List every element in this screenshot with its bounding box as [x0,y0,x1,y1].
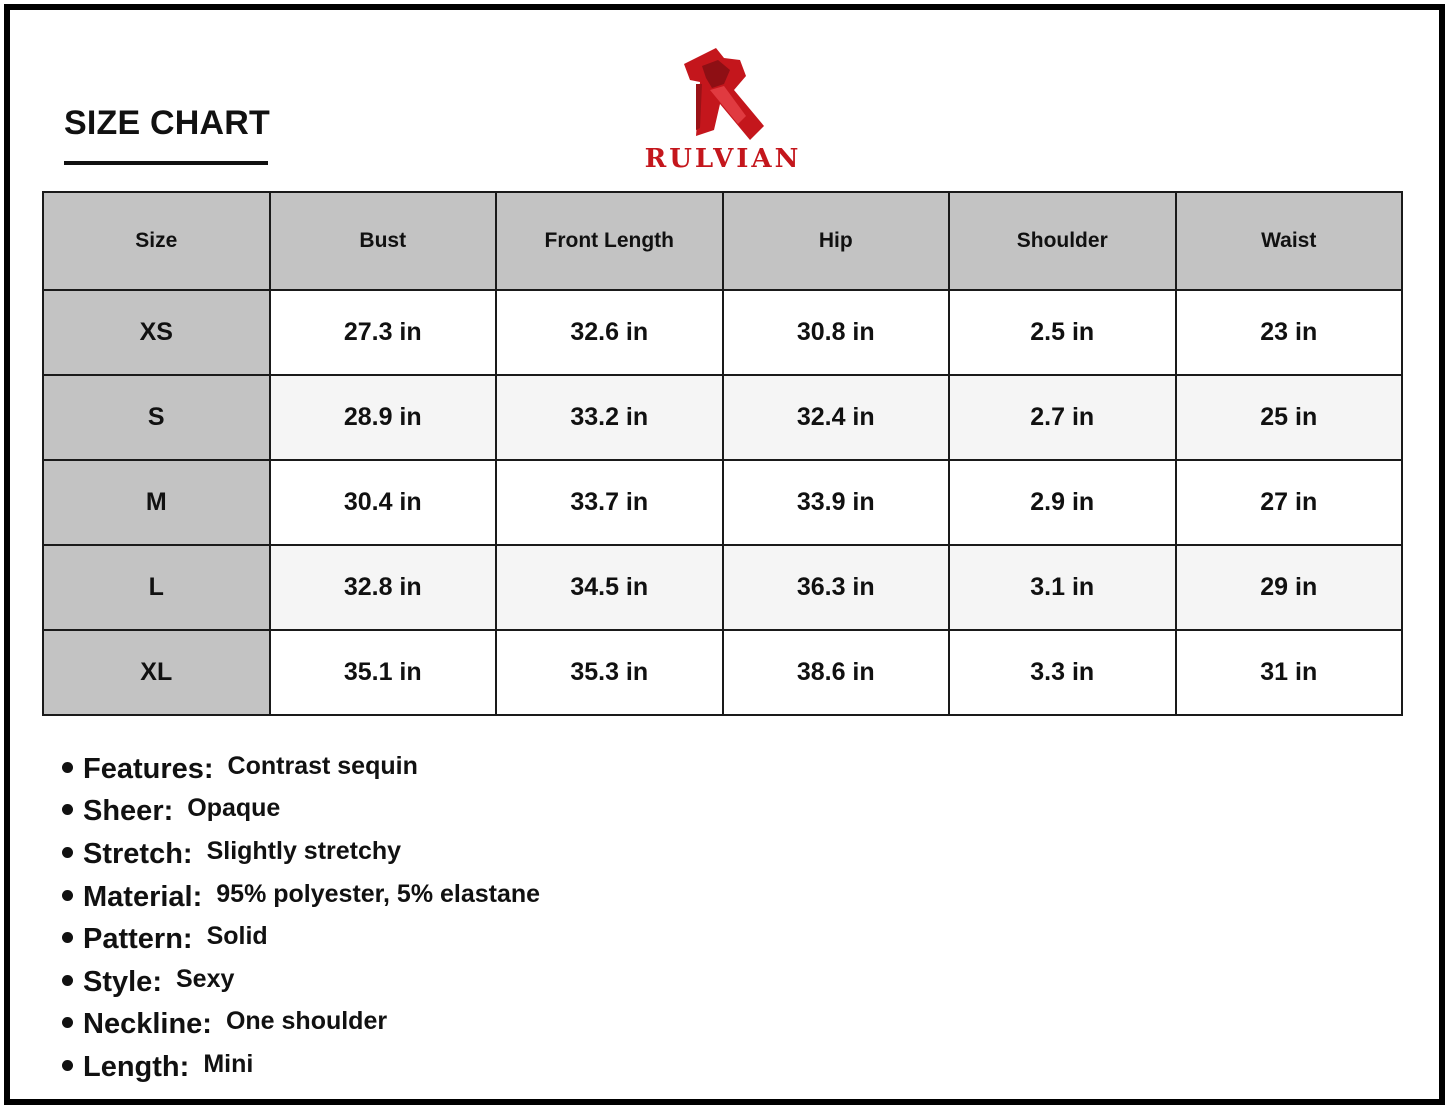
feature-label: Stretch: [83,837,193,870]
list-item [62,833,540,876]
title-underline [64,161,268,165]
feature-value: Slightly stretchy [206,836,402,865]
header-waist: Waist [1176,192,1403,290]
bust-cell: 35.1 in [270,630,497,715]
size-cell: XS [43,290,270,375]
bullet-icon [62,1017,73,1028]
front-length-cell: 35.3 in [496,630,723,715]
list-item [62,748,540,791]
header-shoulder: Shoulder [949,192,1176,290]
front-length-cell: 33.2 in [496,375,723,460]
bullet-icon [62,847,73,858]
feature-label: Features: [83,752,214,785]
table-row [43,375,1402,460]
waist-cell: 31 in [1176,630,1403,715]
bullet-icon [62,1060,73,1071]
feature-value: Contrast sequin [227,751,418,780]
shoulder-cell: 2.7 in [949,375,1176,460]
front-length-cell: 32.6 in [496,290,723,375]
bust-cell: 30.4 in [270,460,497,545]
header-bust: Bust [270,192,497,290]
table-row [43,630,1402,715]
waist-cell: 25 in [1176,375,1403,460]
list-item [62,876,540,919]
feature-label: Style: [83,965,162,998]
list-item [62,1004,540,1047]
feature-list [62,748,540,1089]
hip-cell: 33.9 in [723,460,950,545]
shoulder-cell: 2.5 in [949,290,1176,375]
shoulder-cell: 2.9 in [949,460,1176,545]
list-item [62,918,540,961]
bullet-icon [62,890,73,901]
size-chart-table [42,191,1403,716]
hip-cell: 30.8 in [723,290,950,375]
size-cell: L [43,545,270,630]
front-length-cell: 33.7 in [496,460,723,545]
list-item [62,961,540,1004]
bust-cell: 32.8 in [270,545,497,630]
feature-label: Length: [83,1050,190,1083]
header-hip: Hip [723,192,950,290]
bullet-icon [62,804,73,815]
feature-value: Opaque [187,794,281,823]
table-row [43,545,1402,630]
bust-cell: 28.9 in [270,375,497,460]
bust-cell: 27.3 in [270,290,497,375]
shoulder-cell: 3.3 in [949,630,1176,715]
hip-cell: 38.6 in [723,630,950,715]
list-item [62,791,540,834]
list-item [62,1046,540,1089]
brand-logo [630,44,820,176]
header-front-length: Front Length [496,192,723,290]
feature-value: One shoulder [225,1007,388,1036]
size-cell: XL [43,630,270,715]
feature-label: Material: [83,880,203,913]
bullet-icon [62,932,73,943]
header-size: Size [43,192,270,290]
feature-value: Solid [206,922,268,951]
bullet-icon [62,975,73,986]
feature-value: Mini [203,1049,254,1078]
bullet-icon [62,762,73,773]
table-row [43,460,1402,545]
feature-value: 95% polyester, 5% elastane [216,879,541,908]
brand-name: RULVIAN [644,144,802,174]
waist-cell: 23 in [1176,290,1403,375]
stylized-r-logo-icon [680,44,770,144]
feature-value: Sexy [175,964,235,993]
page-title: SIZE CHART [64,104,270,142]
hip-cell: 36.3 in [723,545,950,630]
table-row [43,290,1402,375]
table-header-row [43,192,1402,290]
hip-cell: 32.4 in [723,375,950,460]
waist-cell: 27 in [1176,460,1403,545]
size-cell: M [43,460,270,545]
front-length-cell: 34.5 in [496,545,723,630]
waist-cell: 29 in [1176,545,1403,630]
shoulder-cell: 3.1 in [949,545,1176,630]
size-cell: S [43,375,270,460]
feature-label: Pattern: [83,923,193,956]
feature-label: Neckline: [83,1008,212,1041]
feature-label: Sheer: [83,795,174,828]
